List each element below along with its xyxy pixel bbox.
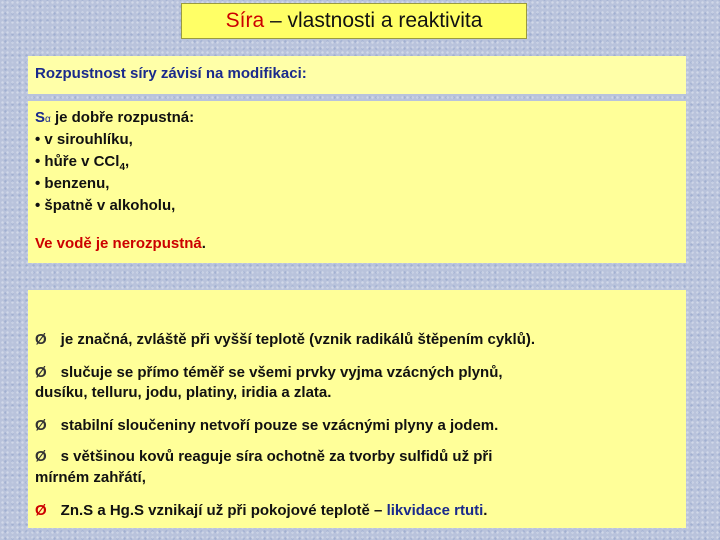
reactivity-box (28, 290, 686, 528)
arrow-bullet-icon: Ø (35, 417, 47, 434)
reactivity-text: je značná, zvláště při vyšší teplotě (vznik radikálů štěpením cyklů). (60, 331, 536, 348)
solubility-heading: Rozpustnost síry závisí na modifikaci: (35, 65, 307, 82)
reactivity-item (35, 417, 498, 434)
title-rest: – vlastnosti a reaktivita (264, 9, 483, 32)
water-insoluble-text: Ve vodě je nerozpustná (35, 235, 202, 252)
arrow-bullet-icon: Ø (35, 331, 47, 348)
arrow-bullet-icon: Ø (35, 448, 47, 465)
reactivity-item (35, 331, 535, 348)
reactivity-item (35, 448, 492, 465)
ccl-text: • hůře v CCl (35, 153, 120, 170)
water-end: . (201, 235, 206, 252)
reactivity-text: Zn.S a Hg.S vznikají už při pokojové teplotě – (60, 502, 387, 519)
s-alpha-intro: je dobře rozpustná: (50, 109, 195, 126)
solvent-item (35, 153, 129, 173)
reactivity-item (35, 364, 503, 381)
reactivity-text: stabilní sloučeniny netvoří pouze se vzácnými plyny a jodem. (60, 417, 499, 434)
ccl-subscript: 4 (119, 162, 125, 173)
s-alpha-line (35, 109, 194, 126)
reactivity-item (35, 502, 487, 519)
solvent-item: • špatně v alkoholu, (35, 197, 176, 214)
reactivity-text: slučuje se přímo téměř se všemi prvky vyjma vzácných plynů, (60, 364, 503, 381)
ccl-end: , (125, 153, 130, 170)
reactivity-end: . (483, 502, 488, 519)
arrow-bullet-icon: Ø (35, 502, 47, 519)
mercury-removal-text: likvidace rtuti (386, 502, 484, 519)
reactivity-text: s většinou kovů reaguje síra ochotně za tvorby sulfidů už při (60, 448, 493, 465)
solvent-item: • benzenu, (35, 175, 110, 192)
solvent-item: • v sirouhlíku, (35, 131, 133, 148)
slide-title (181, 3, 527, 39)
solubility-box (28, 101, 686, 263)
s-letter: S (35, 109, 46, 126)
alpha-subscript: α (45, 114, 51, 125)
arrow-bullet-icon: Ø (35, 364, 47, 381)
water-line (35, 235, 206, 252)
solubility-heading-box (28, 56, 686, 94)
reactivity-text-cont: mírném zahřátí, (35, 469, 146, 486)
reactivity-text-cont: dusíku, telluru, jodu, platiny, iridia a zlata. (35, 384, 332, 401)
title-red-part: Síra (225, 9, 265, 32)
